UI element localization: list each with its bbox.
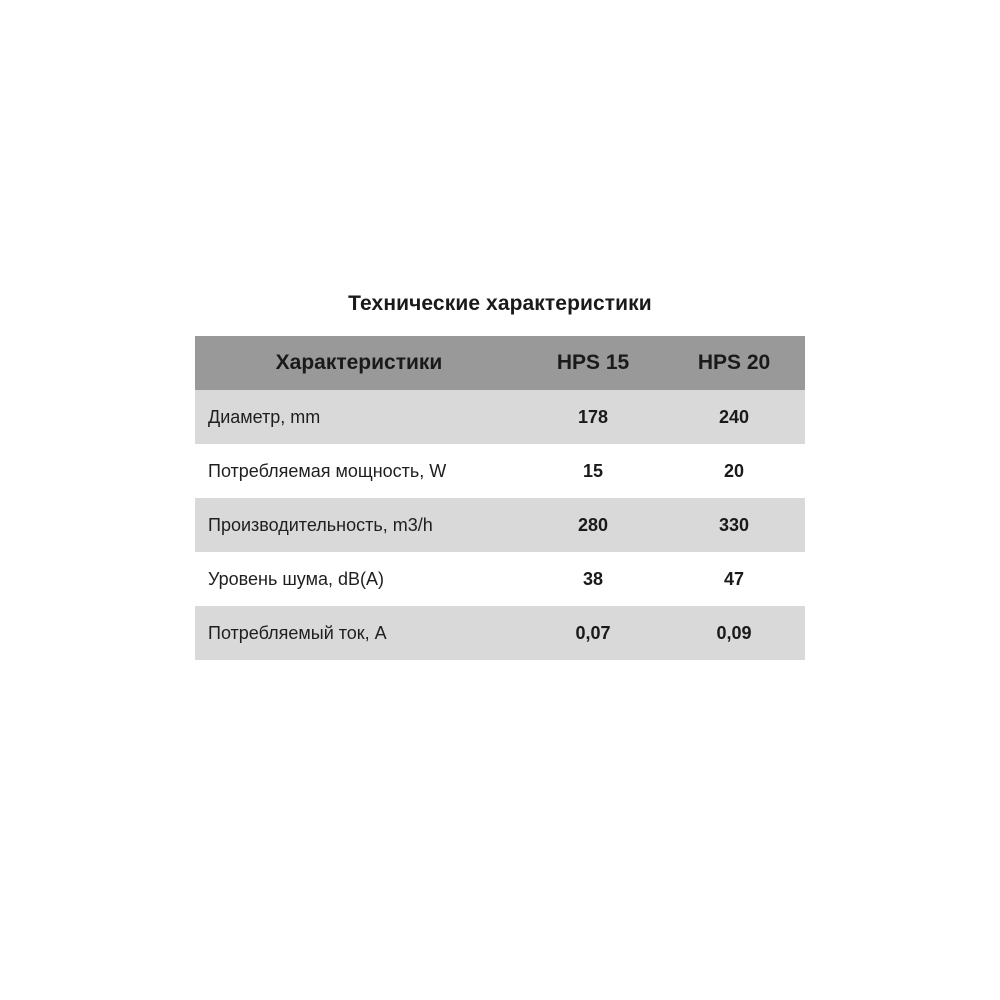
page-title: Технические характеристики [348, 292, 652, 315]
row-value-hps20: 240 [718, 406, 750, 427]
table-row [195, 390, 805, 444]
table-header [195, 336, 805, 390]
row-value-hps20: 0,09 [716, 622, 752, 643]
row-label: Производительность, m3/h [208, 514, 433, 535]
table-body [195, 390, 805, 660]
row-value-hps15: 15 [582, 460, 604, 481]
header-hps20: HPS 20 [697, 351, 771, 374]
header-characteristics: Характеристики [275, 351, 443, 374]
row-value-hps20: 20 [723, 460, 745, 481]
table-row [195, 606, 805, 660]
header-row [195, 336, 805, 390]
row-label: Уровень шума, dB(A) [208, 568, 384, 589]
row-value-hps15: 0,07 [575, 622, 611, 643]
row-value-hps15: 178 [577, 406, 609, 427]
row-value-hps15: 38 [582, 568, 604, 589]
header-hps15: HPS 15 [556, 351, 630, 374]
row-value-hps15: 280 [577, 514, 609, 535]
table-row [195, 552, 805, 606]
row-value-hps20: 330 [718, 514, 750, 535]
table-row [195, 498, 805, 552]
row-label: Диаметр, mm [208, 406, 321, 427]
row-label: Потребляемый ток, A [208, 622, 387, 643]
row-value-hps20: 47 [723, 568, 745, 589]
spec-table [195, 336, 805, 660]
row-label: Потребляемая мощность, W [208, 460, 447, 481]
table-row [195, 444, 805, 498]
